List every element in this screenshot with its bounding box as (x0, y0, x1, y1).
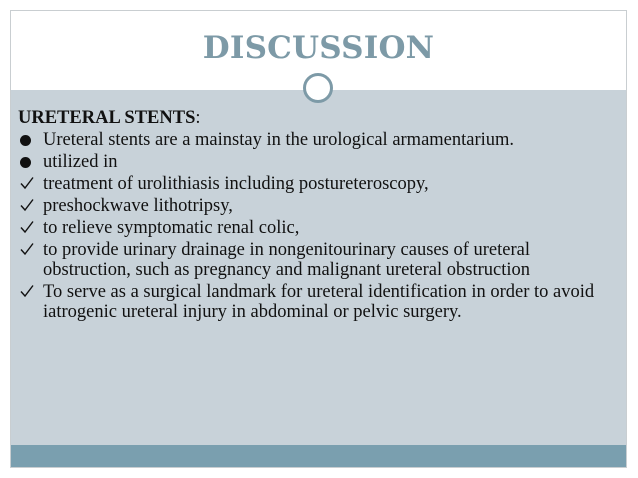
list-item (18, 282, 618, 322)
list-item (18, 218, 618, 238)
list-item-text: utilized in (43, 152, 118, 172)
list-item (18, 174, 618, 194)
list-item-text: to provide urinary drainage in nongenitourinary causes of ureteral obstruction, such as pregnancy and malignant ureteral obstruction (43, 240, 531, 280)
list-item (18, 196, 618, 216)
bottom-band (11, 445, 626, 467)
section-heading (18, 108, 618, 128)
list-item-text: preshockwave lithotripsy, (43, 196, 233, 216)
list-item-text: To serve as a surgical landmark for ureteral identification in order to avoid iatrogenic ureteral injury in abdominal or pelvic surgery. (43, 282, 595, 322)
checkmark-icon (19, 219, 35, 235)
list-item (18, 152, 618, 172)
bullet-dot-icon (20, 135, 31, 146)
section-heading-colon: : (195, 108, 201, 128)
list-item-text: to relieve symptomatic renal colic, (43, 218, 300, 238)
list-item (18, 130, 618, 150)
checkmark-icon (19, 175, 35, 191)
checkmark-icon (19, 241, 35, 257)
bullet-dot-icon (20, 157, 31, 168)
checkmark-icon (19, 283, 35, 299)
slide-body (18, 108, 618, 324)
slide-title: DISCUSSION (202, 30, 435, 66)
circle-ornament-icon (303, 73, 333, 103)
list-item-text: treatment of urolithiasis including postureteroscopy, (43, 174, 429, 194)
list-item (18, 240, 618, 280)
section-heading-text: URETERAL STENTS (18, 108, 196, 128)
checkmark-icon (19, 197, 35, 213)
list-item-text: Ureteral stents are a mainstay in the urological armamentarium. (43, 130, 515, 150)
